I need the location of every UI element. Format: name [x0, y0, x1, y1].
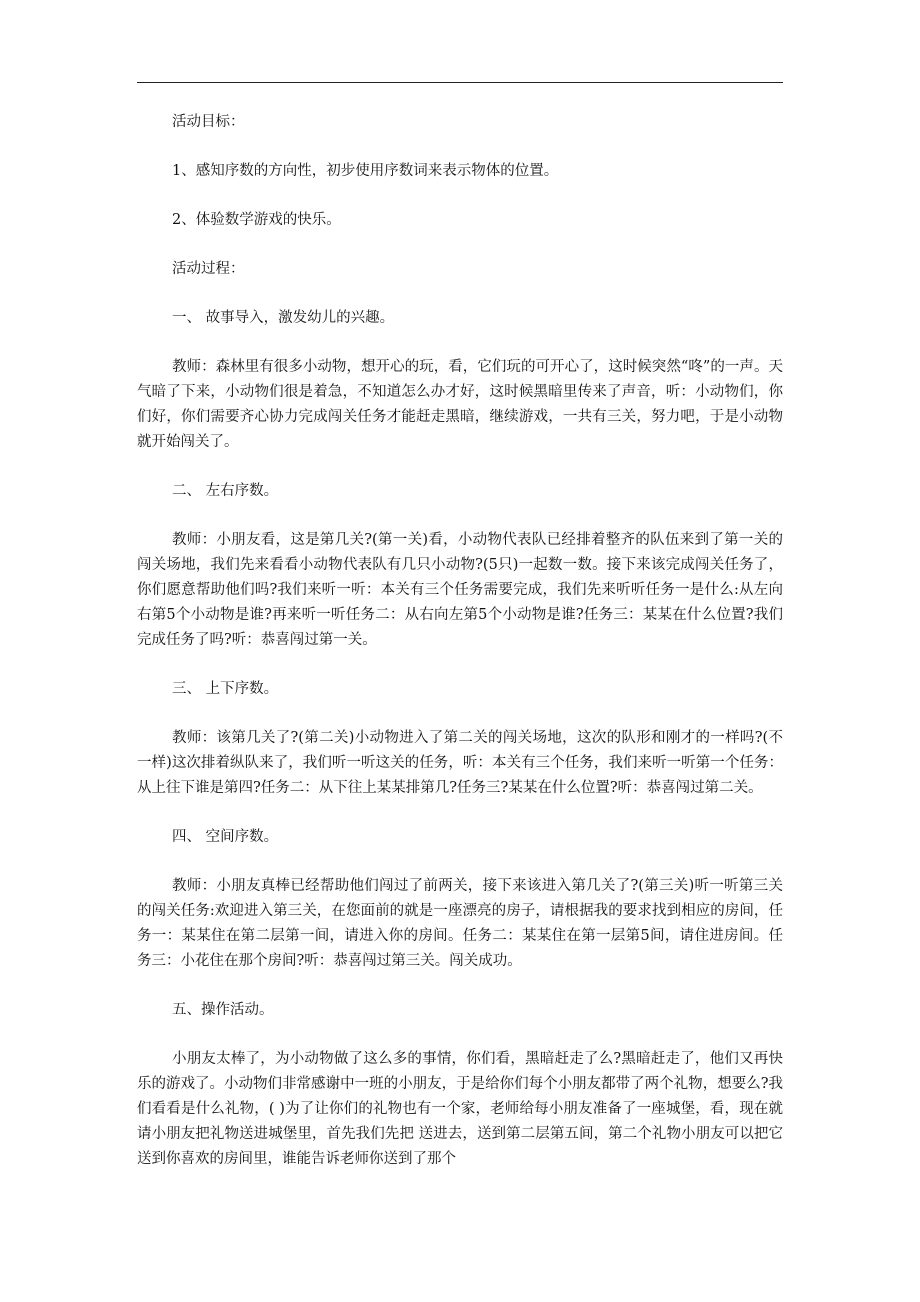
process-title: 活动过程：: [172, 261, 245, 277]
header-rule: [137, 82, 783, 83]
section-2-paragraph: 教师：小朋友看，这是第几关?(第一关)看，小动物代表队已经排着整齐的队伍来到了第一关的闯关场地，我们先来看看小动物代表队有几只小动物?(5只)一起数一数。接下来该完成闯关任务了，你们愿意帮助他们吗?我们来听一听：本关有三个任务需要完成，我们先来听听任务一是什么:从左向右第5个小动物是谁?再来听一听任务二：从右向左第5个小动物是谁?任务三：某某在什么位置?我们完成任务了吗?听：恭喜闯过第一关。: [137, 532, 783, 648]
section-4-heading: 四、 空间序数。: [172, 829, 279, 845]
goal-item-1: 1、感知序数的方向性，初步使用序数词来表示物体的位置。: [172, 163, 559, 179]
section-2-heading: 二、 左右序数。: [172, 483, 279, 499]
section-5-paragraph: 小朋友太棒了，为小动物做了这么多的事情，你们看，黑暗赶走了么?黑暗赶走了，他们又再快乐的游戏了。小动物们非常感谢中一班的小朋友，于是给你们每个小朋友都带了两个礼物，想要么?我们看看是什么礼物，( )为了让你们的礼物也有一个家，老师给每小朋友准备了一座城堡，看，现在就请小朋友把礼物送进城堡里，首先我们先把 送进去，送到第二层第五间，第二个礼物小朋友可以把它送到你喜欢的房间里，谁能告诉老师你送到了那个: [137, 1051, 783, 1167]
document-body: [137, 110, 783, 1172]
goal-title: 活动目标：: [172, 114, 245, 130]
section-4-paragraph: 教师：小朋友真棒已经帮助他们闯过了前两关，接下来该进入第几关了?(第三关)听一听第三关的闯关任务:欢迎进入第三关，在您面前的就是一座漂亮的房子，请根据我的要求找到相应的房间，任务一：某某住在第二层第一间，请进入你的房间。任务二：某某住在第一层第5间，请住进房间。任务三：小花住在那个房间?听：恭喜闯过第三关。闯关成功。: [137, 878, 783, 969]
section-1-heading: 一、 故事导入，激发幼儿的兴趣。: [172, 310, 395, 326]
goal-item-2: 2、体验数学游戏的快乐。: [172, 212, 341, 228]
section-3-heading: 三、 上下序数。: [172, 681, 279, 697]
section-1-paragraph: 教师：森林里有很多小动物，想开心的玩，看，它们玩的可开心了，这时候突然“咚”的一声。天气暗了下来，小动物们很是着急，不知道怎么办才好，这时候黑暗里传来了声音，听：小动物们，你们好，你们需要齐心协力完成闯关任务才能赶走黑暗，继续游戏，一共有三关，努力吧，于是小动物就开始闯关了。: [137, 359, 783, 450]
section-5-heading: 五、操作活动。: [172, 1002, 274, 1018]
section-3-paragraph: 教师：该第几关了?(第二关)小动物进入了第二关的闯关场地，这次的队形和刚才的一样吗?(不一样)这次排着纵队来了，我们听一听这关的任务，听：本关有三个任务，我们来听一听第一个任务：从上往下谁是第四?任务二：从下往上某某排第几?任务三?某某在什么位置?听：恭喜闯过第二关。: [137, 730, 783, 796]
